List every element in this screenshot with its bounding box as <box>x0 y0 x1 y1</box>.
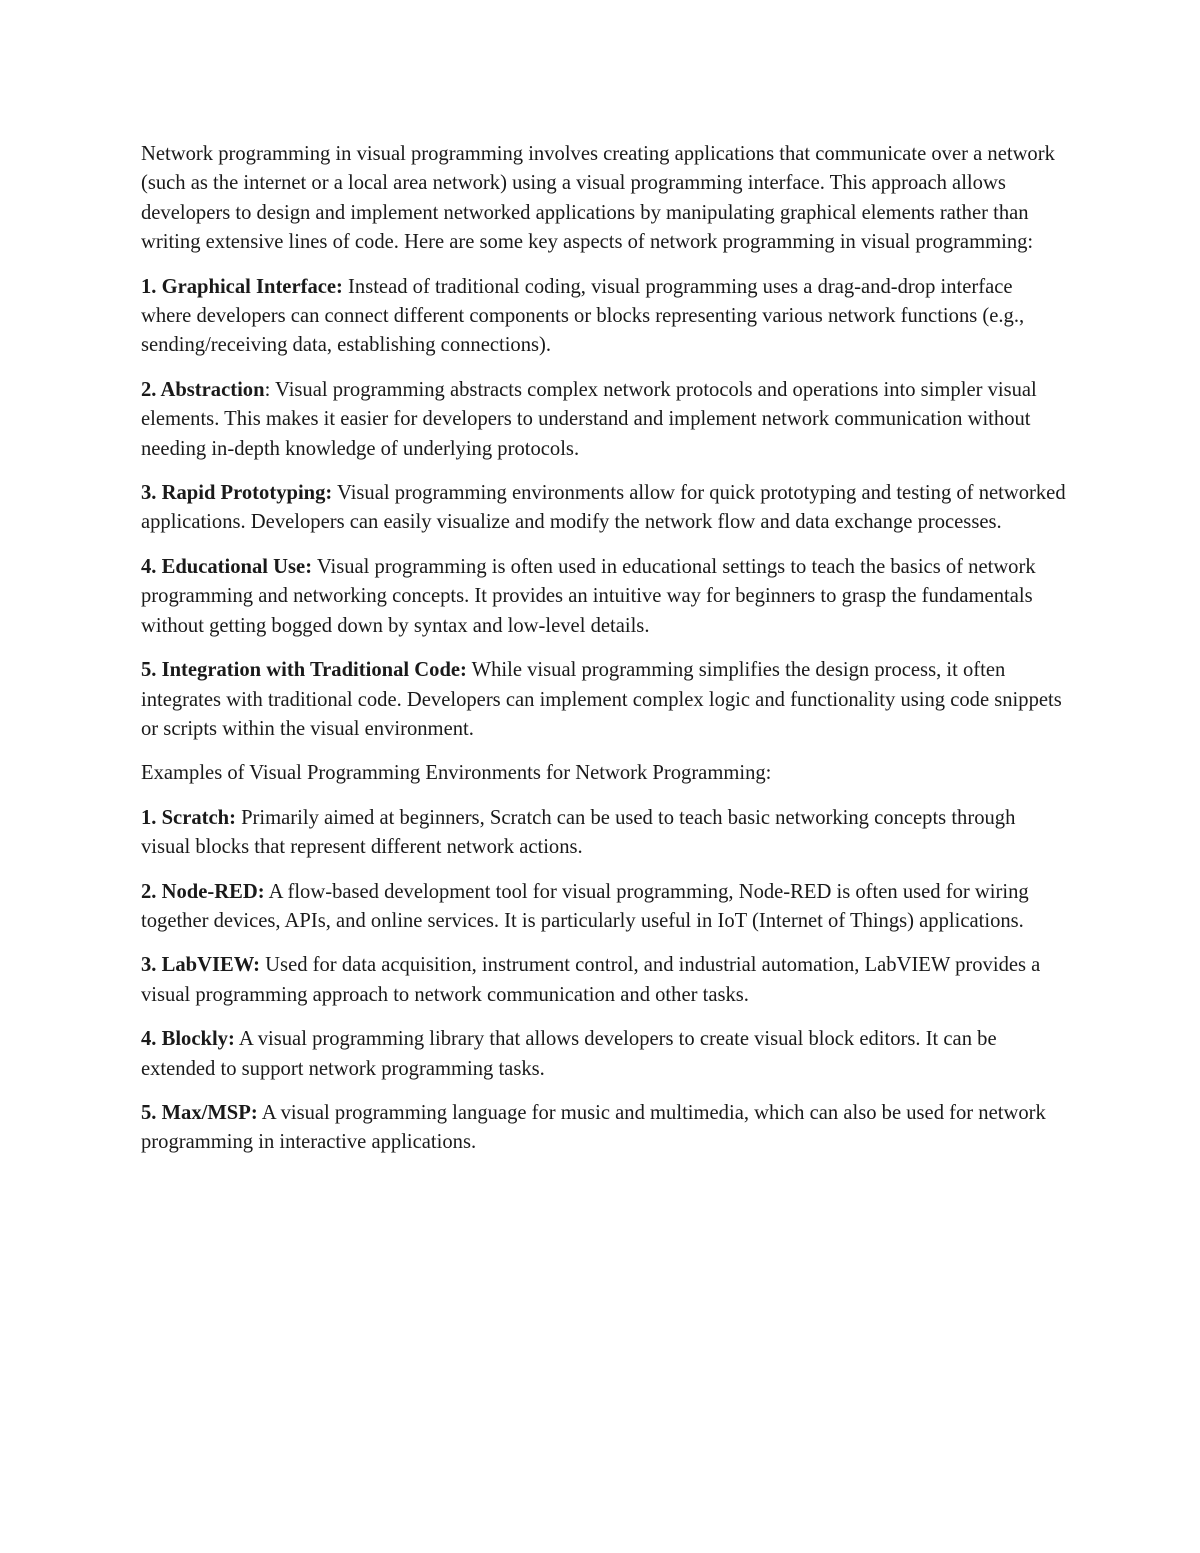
aspect-text: Visual programming is often used in educational settings to teach the basics of network programming and networking concepts. It provides an intuitive way for beginners to grasp the fundamentals without getting bogged down by syntax and low-level details. <box>141 555 1036 637</box>
examples-heading: Examples of Visual Programming Environments for Network Programming: <box>141 762 772 785</box>
document-page <box>141 140 1066 1173</box>
example-label: 1. Scratch: <box>141 806 236 829</box>
aspect-abstraction <box>141 376 1066 464</box>
example-text: A visual programming library that allows developers to create visual block editors. It can be extended to support network programming tasks. <box>141 1028 997 1080</box>
aspect-label: 4. Educational Use: <box>141 555 313 578</box>
example-node-red <box>141 878 1066 937</box>
example-blockly <box>141 1025 1066 1084</box>
example-text: A visual programming language for music and multimedia, which can also be used for network programming in interactive applications. <box>141 1101 1046 1154</box>
example-label: 5. Max/MSP: <box>141 1101 258 1124</box>
aspect-label: 3. Rapid Prototyping: <box>141 482 333 505</box>
aspect-label: 2. Abstraction <box>141 378 265 401</box>
aspect-label: 5. Integration with Traditional Code: <box>141 659 467 682</box>
example-label: 3. LabVIEW: <box>141 954 261 977</box>
aspect-educational-use <box>141 553 1066 641</box>
example-text: Primarily aimed at beginners, Scratch can be used to teach basic networking concepts through visual blocks that represent different network actions. <box>141 806 1016 859</box>
aspect-label: 1. Graphical Interface: <box>141 275 343 298</box>
aspect-text: While visual programming simplifies the design process, it often integrates with traditional code. Developers can implement complex logic and functionality using code snippets or scripts within the visual environment. <box>141 659 1062 740</box>
aspect-graphical-interface <box>141 273 1066 361</box>
example-label: 4. Blockly: <box>141 1028 235 1051</box>
aspect-text: Visual programming environments allow for quick prototyping and testing of networked applications. Developers can easily visualize and modify the network flow and data exchange processes. <box>141 482 1066 534</box>
example-labview <box>141 951 1066 1010</box>
aspect-text: Instead of traditional coding, visual programming uses a drag-and-drop interface where developers can connect different components or blocks representing various network functions (e.g., sending/receiving data, establishing connections). <box>141 275 1025 357</box>
aspect-rapid-prototyping <box>141 479 1066 538</box>
example-text: Used for data acquisition, instrument control, and industrial automation, LabVIEW provides a visual programming approach to network communication and other tasks. <box>141 954 1041 1006</box>
example-max-msp <box>141 1099 1066 1158</box>
example-scratch <box>141 804 1066 863</box>
example-text: A flow-based development tool for visual programming, Node-RED is often used for wiring together devices, APIs, and online services. It is particularly useful in IoT (Internet of Things) applications. <box>141 880 1029 932</box>
example-label: 2. Node-RED: <box>141 880 265 903</box>
intro-paragraph: Network programming in visual programming involves creating applications that communicate over a network (such as the internet or a local area network) using a visual programming interface. This approach allows developers to design and implement networked applications by manipulating graphical elements rather than writing extensive lines of code. Here are some key aspects of network programming in visual programming: <box>141 143 1055 254</box>
aspect-integration <box>141 656 1066 744</box>
aspect-text: : Visual programming abstracts complex network protocols and operations into simpler visual elements. This makes it easier for developers to understand and implement network communication without needing in-depth knowledge of underlying protocols. <box>141 378 1037 460</box>
